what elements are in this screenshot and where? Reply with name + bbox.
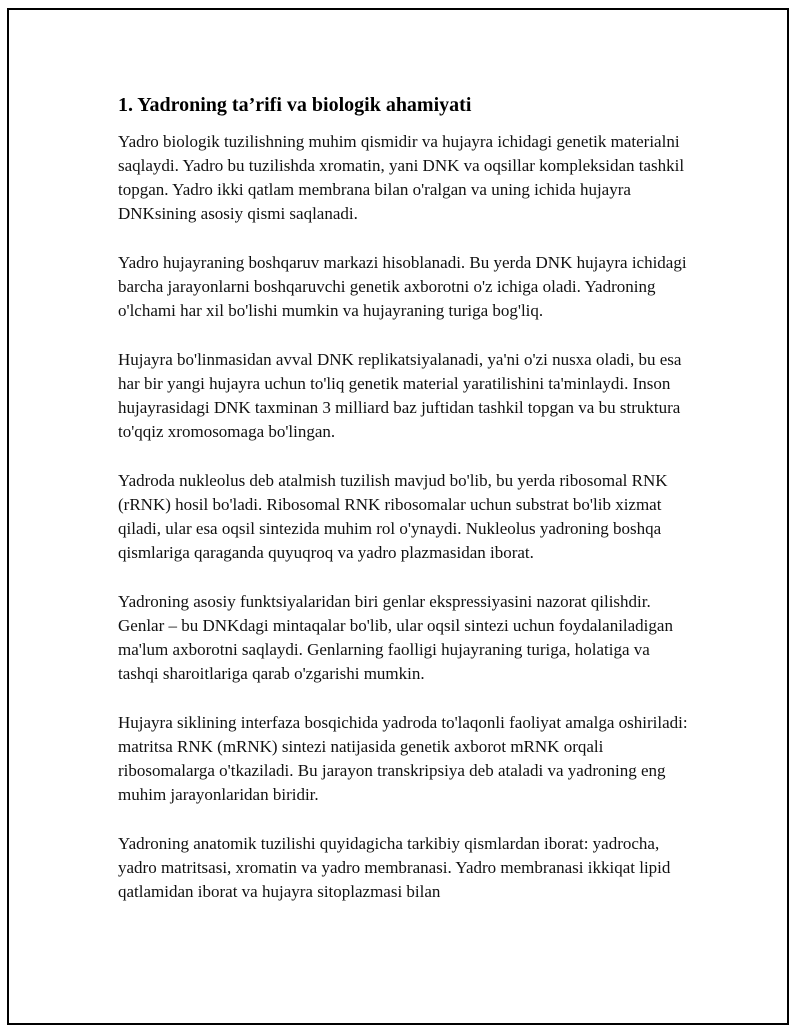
paragraph-3: Hujayra bo'linmasidan avval DNK replikatsiyalanadi, ya'ni o'zi nusxa oladi, bu esa har bir yangi hujayra uchun to'liq genetik material yaratilishini ta'minlaydi. Inson hujayrasidagi DNK taxminan 3 milliard baz juftidan tashkil topgan va bu struktura to'qqiz xromosomaga bo'lingan. — [118, 350, 682, 441]
paragraph-5: Yadroning asosiy funktsiyalaridan biri genlar ekspressiyasini nazorat qilishdir. Genlar – bu DNKdagi mintaqalar bo'lib, ular oqsil sintezi uchun foydalaniladigan ma'lum axborotni saqlaydi. Genlarning faolligi hujayraning turiga, holatiga va tashqi sharoitlariga qarab o'zgarishi mumkin. — [118, 592, 673, 683]
section-heading: 1. Yadroning ta’rifi va biologik ahamiyati — [118, 94, 472, 116]
paragraph-7: Yadroning anatomik tuzilishi quyidagicha tarkibiy qismlardan iborat: yadrocha, yadro matritsasi, xromatin va yadro membranasi. Yadro membranasi ikkiqat lipid qatlamidan iborat va hujayra sitoplazmasi bilan — [118, 834, 671, 901]
paragraph-4: Yadroda nukleolus deb atalmish tuzilish mavjud bo'lib, bu yerda ribosomal RNK (rRNK) hosil bo'ladi. Ribosomal RNK ribosomalar uchun substrat bo'lib xizmat qiladi, ular esa oqsil sintezida muhim rol o'ynaydi. Nukleolus yadroning boshqa qismlariga qaraganda quyuqroq va yadro plazmasidan iborat. — [118, 471, 668, 562]
document-body — [118, 92, 688, 929]
paragraph-1: Yadro biologik tuzilishning muhim qismidir va hujayra ichidagi genetik materialni saqlaydi. Yadro bu tuzilishda xromatin, yani DNK va oqsillar kompleksidan tashkil topgan. Yadro ikki qatlam membrana bilan o'ralgan va uning ichida hujayra DNKsining asosiy qismi saqlanadi. — [118, 132, 685, 223]
paragraph-6: Hujayra siklining interfaza bosqichida yadroda to'laqonli faoliyat amalga oshiriladi: matritsa RNK (mRNK) sintezi natijasida genetik axborot mRNK orqali ribosomalarga o'tkaziladi. Bu jarayon transkripsiya deb ataladi va yadroning eng muhim jarayonlaridan biridir. — [118, 713, 688, 804]
paragraph-2: Yadro hujayraning boshqaruv markazi hisoblanadi. Bu yerda DNK hujayra ichidagi barcha jarayonlarni boshqaruvchi genetik axborotni o'z ichiga oladi. Yadroning o'lchami har xil bo'lishi mumkin va hujayraning turiga bog'liq. — [118, 253, 687, 320]
